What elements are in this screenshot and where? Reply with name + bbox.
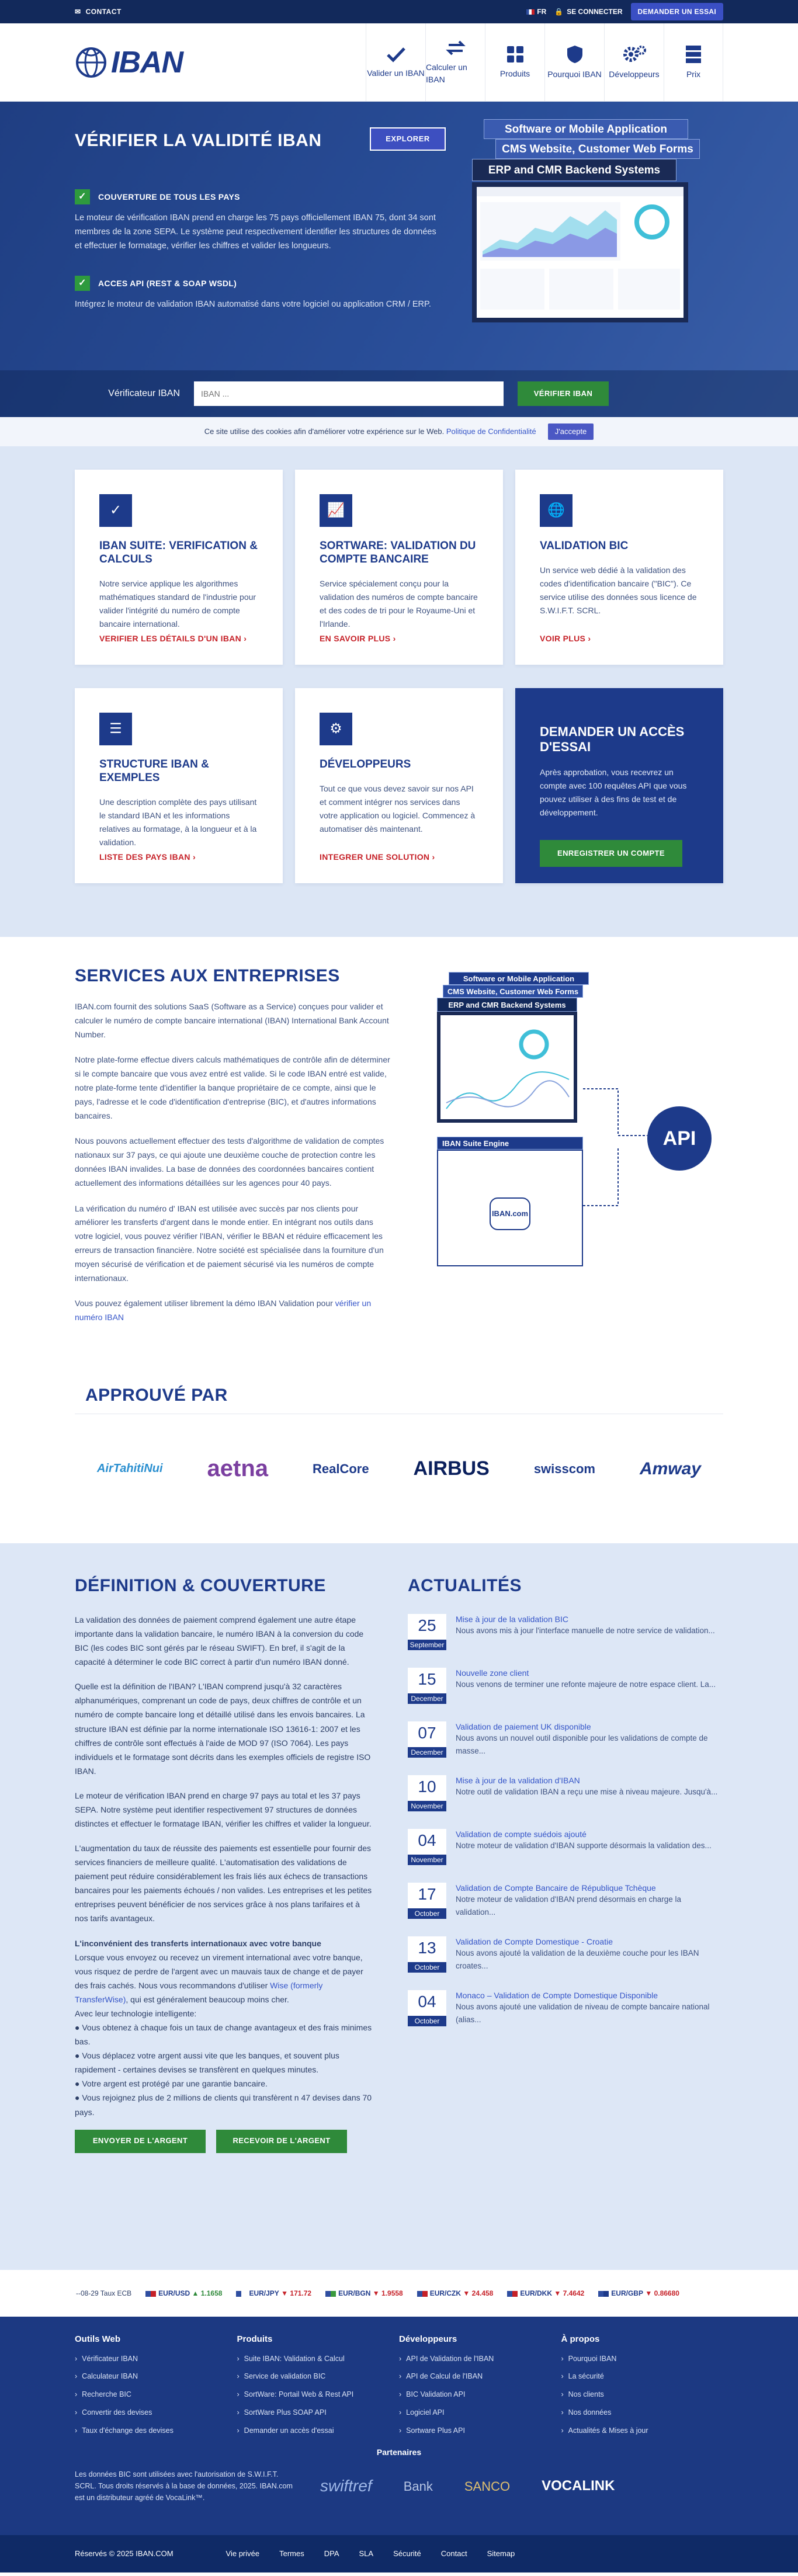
footer-link[interactable]: › Nos clients <box>561 2389 724 2400</box>
card-iban-suite <box>75 470 283 665</box>
bottom-link[interactable]: DPA <box>324 2549 339 2558</box>
diagram-label: ERP and CMR Backend Systems <box>437 998 577 1012</box>
diagram-screen <box>437 1012 577 1123</box>
card-title: IBAN SUITE: VERIFICATION & CALCULS <box>99 540 258 565</box>
privacy-policy-link[interactable]: Politique de Confidentialité <box>446 427 536 436</box>
bottom-link[interactable]: Vie privée <box>225 2549 260 2558</box>
logo-sanco: SANCO <box>464 2478 511 2494</box>
nav-calculate-iban[interactable] <box>425 23 485 102</box>
card-text: Une description complète des pays utilisant le standard IBAN et les informations relatives au formatage, à la longueur et à la validation. <box>99 797 257 847</box>
services-section <box>0 937 798 1543</box>
lock-icon: 🔒 <box>554 8 564 16</box>
paragraph: Vous pouvez également utiliser librement la démo IBAN Validation pour vérifier un numéro IBAN <box>75 1299 372 1322</box>
main-nav <box>366 23 723 102</box>
news-title-link[interactable]: Validation de paiement UK disponible <box>456 1722 591 1731</box>
flag-icon <box>507 2291 518 2297</box>
bottom-link[interactable]: Contact <box>440 2549 467 2558</box>
card-iban-structure <box>75 688 283 883</box>
footer-link[interactable]: › Actualités & Mises à jour <box>561 2425 724 2436</box>
feature-title: ACCES API (REST & SOAP WSDL) <box>98 278 237 288</box>
gears-icon: ⚙ <box>320 713 352 745</box>
ticker-item: EUR/GBP ▼ 0.86680 <box>598 2288 679 2299</box>
footer-link[interactable]: › Vérificateur IBAN <box>75 2353 237 2365</box>
card-link[interactable]: LISTE DES PAYS IBAN › <box>99 852 196 862</box>
shield-icon <box>566 45 584 64</box>
nav-validate-iban[interactable] <box>366 23 425 102</box>
connector-lines-icon <box>583 1077 653 1252</box>
services-text <box>75 1000 390 1336</box>
news-title-link[interactable]: Validation de compte suédois ajouté <box>456 1829 587 1839</box>
paragraph: La vérification du numéro d' IBAN est utilisée avec succès par nos clients pour améliorer les transferts d'argent dans le monde entier. En intégrant nos outils dans votre logiciel, vous pouvez vérifier l'IBAN, vérifier le BBAN et réduire efficacement les erreurs de transaction financière. Notre société est spécialisée dans la fourniture d'un moyen sécurisé de vérification et de paiement sécurisé via les numéros de compte internationaux. <box>75 1203 384 1283</box>
news-title: ACTUALITÉS <box>408 1576 522 1595</box>
paragraph: La validation des données de paiement comprend également une autre étape importante dans la validation bancaire, le numéro IBAN à la conversion du code BIC (les codes BIC sont gérés par le réseau SWIFT). En bref, il s'agit de la capacité à déterminer le code BIC correct à partir d'un numéro IBAN donné. <box>75 1615 364 1667</box>
ticker-item: EUR/USD ▲ 1.1658 <box>145 2288 222 2299</box>
check-icon <box>386 46 406 63</box>
partners-text: Les données BIC sont utilisées avec l'autorisation de S.W.I.F.T. SCRL. Tous droits réservés à la base de données, 2025. IBAN.com est un distributeur agréé de VocaLink™. <box>75 2470 293 2502</box>
definition-column <box>75 1572 373 2153</box>
nav-label: Développeurs <box>609 69 660 79</box>
footer-link[interactable]: › SortWare: Portail Web & Rest API <box>237 2389 400 2400</box>
bullet: ● Vous obtenez à chaque fois un taux de change avantageux et des frais minimes bas. <box>75 2023 372 2047</box>
iban-engine-node: IBAN.com <box>490 1197 530 1230</box>
ticker-item: EUR/JPY ▼ 171.72 <box>236 2288 311 2299</box>
card-title: SORTWARE: VALIDATION DU COMPTE BANCAIRE <box>320 540 476 565</box>
card-link[interactable]: VOIR PLUS › <box>540 634 591 643</box>
logo-vocalink: VOCALINK <box>542 2478 615 2494</box>
news-title-link[interactable]: Mise à jour de la validation BIC <box>456 1615 568 1624</box>
bullet: ● Vous rejoignez plus de 2 millions de clients qui transfèrent n 47 devises dans 70 pays. <box>75 2093 372 2117</box>
news-date: 15 December <box>408 1668 446 1704</box>
checkbox-icon: ✓ <box>75 189 90 204</box>
footer-column <box>237 2333 400 2443</box>
feature-api <box>75 276 437 312</box>
dashboard-chart-icon <box>477 187 683 318</box>
card-text: Après approbation, vous recevrez un compte avec 100 requêtes API que vous pouvez utiliser à des fins de test et de développement. <box>540 767 687 818</box>
footer-link[interactable]: › BIC Validation API <box>399 2389 561 2400</box>
send-money-button[interactable]: ENVOYER DE L'ARGENT <box>75 2130 206 2153</box>
client-logos <box>75 1451 723 1486</box>
card-text: Tout ce que vous devez savoir sur nos API et comment intégrer nos services dans votre application ou logiciel. Commencez à automatiser dès maintenant. <box>320 783 476 834</box>
mock-label: Software or Mobile Application <box>484 119 688 139</box>
news-date: 04 October <box>408 1990 446 2026</box>
footer-link[interactable]: › Calculateur IBAN <box>75 2371 237 2382</box>
nav-products[interactable] <box>485 23 544 102</box>
news-item[interactable] <box>408 1668 723 1704</box>
news-title-link[interactable]: Validation de Compte Bancaire de République Tchèque <box>456 1883 656 1893</box>
news-excerpt: Nous venons de terminer une refonte majeure de notre espace client. La... <box>456 1680 716 1689</box>
ticker-item: EUR/DKK ▼ 7.4642 <box>507 2288 584 2299</box>
logo-bank: Bank <box>403 2478 433 2494</box>
footer-link[interactable]: › Recherche BIC <box>75 2389 237 2400</box>
bottom-link[interactable]: Sitemap <box>487 2549 515 2558</box>
footer-link[interactable]: › Taux d'échange des devises <box>75 2425 237 2436</box>
paragraph: L'augmentation du taux de réussite des paiements est essentielle pour fournir des services financiers de meilleure qualité. L'automatisation des validations de paiement peut réduire considérablement les frais liés aux échecs de transactions bancaires pour les paiements échoués / non valides. Les entreprises et les petites entreprises peuvent bénéficier de nos services grâce à nos plans tarifaires et à nos tarifs avantageux. <box>75 1844 372 1924</box>
news-date: 13 October <box>408 1936 446 1973</box>
news-date: 07 December <box>408 1721 446 1758</box>
iban-verifier-bar <box>0 370 798 417</box>
flag-fr-icon <box>526 9 535 15</box>
card-link[interactable]: INTEGRER UNE SOLUTION › <box>320 852 435 862</box>
language-selector[interactable] <box>526 6 546 17</box>
cookie-banner <box>0 417 798 446</box>
news-title-link[interactable]: Mise à jour de la validation d'IBAN <box>456 1776 580 1785</box>
logo-aetna: aetna <box>207 1456 269 1481</box>
card-text: Un service web dédié à la validation des codes d'identification bancaire ("BIC"). Ce service utilise des données sous licence de S.W.I.F.T. SCRL. <box>540 565 697 616</box>
server-icon <box>685 45 702 64</box>
ticker-item: EUR/CZK ▼ 24.458 <box>417 2288 494 2299</box>
swap-icon <box>445 39 466 57</box>
card-title: DÉVELOPPEURS <box>320 758 411 770</box>
feature-text: Le moteur de vérification IBAN prend en charge les 75 pays officiellement IBAN 75, dont 34 sont membres de la zone SEPA. Le système peut respectivement identifier les structures de données et effectuer le formatage, vérifier les chiffres et valider les longueurs. <box>75 213 436 251</box>
paragraph: IBAN.com fournit des solutions SaaS (Software as a Service) conçues pour valider et calculer le numéro de compte bancaire international (IBAN) International Bank Account Number. <box>75 1002 389 1039</box>
card-title: VALIDATION BIC <box>540 540 629 552</box>
bottom-links <box>226 2548 515 2560</box>
mock-label: ERP and CMR Backend Systems <box>472 159 676 181</box>
footer-link[interactable]: › Pourquoi IBAN <box>561 2353 724 2365</box>
register-account-button[interactable]: ENREGISTRER UN COMPTE <box>540 840 682 867</box>
verify-iban-link[interactable]: vérifier un numéro IBAN <box>75 1299 372 1322</box>
card-text: Service spécialement conçu pour la validation des numéros de compte bancaire et des codes de tri pour le Royaume-Uni et l'Irlande. <box>320 578 478 629</box>
card-title: STRUCTURE IBAN & EXEMPLES <box>99 758 209 784</box>
footer <box>0 2317 798 2535</box>
product-cards-section <box>0 446 798 937</box>
approved-by-title: APPROUVÉ PAR <box>85 1386 228 1405</box>
nav-label: Calculer un IBAN <box>426 63 467 84</box>
definition-title: DÉFINITION & COUVERTURE <box>75 1576 326 1595</box>
globe-icon: 🌐 <box>540 494 573 527</box>
bullet: ● Vous déplacez votre argent aussi vite que les banques, et souvent plus rapidement - certaines devises se transfèrent en quelques minutes. <box>75 2051 339 2075</box>
api-node: API <box>647 1106 712 1171</box>
grid-icon <box>506 46 524 63</box>
nav-label: Valider un IBAN <box>367 68 425 78</box>
news-item[interactable] <box>408 1990 723 2026</box>
wise-link[interactable]: Wise (formerly TransferWise) <box>75 1980 323 2004</box>
cookie-accept-button[interactable]: J'accepte <box>548 423 594 440</box>
feature-coverage <box>75 189 437 254</box>
flag-icon <box>598 2291 609 2297</box>
footer-link[interactable]: › Convertir des devises <box>75 2407 237 2418</box>
paragraph: Nous pouvons actuellement effectuer des tests d'algorithme de validation de comptes nationaux sur 37 pays, ce qui ajoute une deuxième couche de protection contre les données IBAN invalides. La base de données des coordonnées bancaires contient actuellement des informations détaillées sur les agences pour 40 pays. <box>75 1136 384 1188</box>
flag-icon <box>145 2291 156 2297</box>
footer-link[interactable]: › Demander un accès d'essai <box>237 2425 400 2436</box>
logo[interactable] <box>75 40 183 85</box>
logo-amway: Amway <box>639 1459 701 1478</box>
verifier-label: Vérificateur IBAN <box>108 388 180 398</box>
ticker-item: EUR/BGN ▼ 1.9558 <box>325 2288 403 2299</box>
flag-icon <box>236 2291 247 2297</box>
check-icon: ✓ <box>99 494 132 527</box>
partners-title: Partenaires <box>376 2447 422 2457</box>
bottom-link[interactable]: Termes <box>279 2549 304 2558</box>
logo-swiftref: swiftref <box>320 2477 372 2495</box>
news-list <box>408 1614 723 2026</box>
card-developers <box>295 688 503 883</box>
nav-pricing[interactable] <box>664 23 723 102</box>
globe-logo-icon <box>75 46 107 79</box>
footer-column-title: À propos <box>561 2334 600 2344</box>
flag-icon <box>325 2291 336 2297</box>
news-excerpt: Nous avons ajouté la validation de la deuxième couche pour les IBAN croates... <box>456 1949 699 1970</box>
card-title: DEMANDER UN ACCÈS D'ESSAI <box>540 724 685 755</box>
card-trial-access <box>515 688 723 883</box>
news-item[interactable] <box>408 1775 723 1811</box>
explore-button[interactable]: EXPLORER <box>370 127 446 151</box>
chart-icon: 📈 <box>320 494 352 527</box>
footer-link[interactable]: › Logiciel API <box>399 2407 561 2418</box>
header <box>0 23 798 102</box>
bottom-bar <box>0 2535 798 2572</box>
bullet: ● Votre argent est protégé par une garantie bancaire. <box>75 2079 268 2089</box>
feature-text: Intégrez le moteur de validation IBAN automatisé dans votre logiciel ou application CRM / ERP. <box>75 300 431 309</box>
receive-money-button[interactable]: RECEVOIR DE L'ARGENT <box>216 2130 347 2153</box>
nav-label: Pourquoi IBAN <box>547 69 602 79</box>
footer-columns <box>75 2333 723 2443</box>
contact-link[interactable] <box>75 6 122 17</box>
engine-box <box>437 1150 583 1266</box>
footer-link[interactable]: › La sécurité <box>561 2371 724 2382</box>
nav-label: Produits <box>499 68 530 78</box>
hero <box>0 102 798 417</box>
nav-label: Prix <box>686 69 701 79</box>
news-item[interactable] <box>408 1883 723 1919</box>
footer-link[interactable]: › Nos données <box>561 2407 724 2418</box>
footer-link[interactable]: › SortWare Plus SOAP API <box>237 2407 400 2418</box>
definition-news-section <box>0 1543 798 2270</box>
language-label: FR <box>537 8 547 16</box>
footer-link[interactable]: › Suite IBAN: Validation & Calcul <box>237 2353 400 2365</box>
login-label: SE CONNECTER <box>567 8 623 16</box>
card-sortware <box>295 470 503 665</box>
verify-iban-button[interactable]: VÉRIFIER IBAN <box>518 381 609 406</box>
news-item[interactable] <box>408 1614 723 1650</box>
iban-input[interactable] <box>194 381 504 406</box>
footer-column-title: Outils Web <box>75 2334 121 2344</box>
dashboard-screen <box>472 182 688 322</box>
diagram-label: CMS Website, Customer Web Forms <box>443 985 583 998</box>
footer-link[interactable]: › API de Calcul de l'IBAN <box>399 2371 561 2382</box>
news-excerpt: Notre moteur de validation d'IBAN supporte désormais la validation des... <box>456 1841 712 1851</box>
footer-column <box>561 2333 724 2443</box>
currency-ticker <box>0 2270 798 2317</box>
mail-icon: ✉ <box>75 8 81 16</box>
footer-column-title: Développeurs <box>399 2334 457 2344</box>
paragraph: Notre plate-forme effectue divers calculs mathématiques de contrôle afin de déterminer si le compte bancaire que vous avez entré est valide. Si le code IBAN entré est valide, notre plate-forme tente d'identifier la banque propriétaire de ce compte, ainsi que le pays, l'adresse et le code d'identification d'entreprise (BIC), et d'autres informations bancaires. <box>75 1055 390 1120</box>
card-link[interactable]: VERIFIER LES DÉTAILS D'UN IBAN › <box>99 634 247 643</box>
nav-developers[interactable] <box>604 23 664 102</box>
dashboard-mockup <box>472 119 723 353</box>
news-date: 10 November <box>408 1775 446 1811</box>
contact-label: CONTACT <box>85 8 122 16</box>
copyright: Réservés © 2025 IBAN.COM <box>75 2549 174 2558</box>
news-date: 04 November <box>408 1829 446 1865</box>
footer-link[interactable]: › Sortware Plus API <box>399 2425 561 2436</box>
news-excerpt: Nous avons un nouvel outil disponible pour les validations de compte de masse... <box>456 1734 708 1755</box>
news-date: 17 October <box>408 1883 446 1919</box>
partners-row <box>75 2469 723 2504</box>
card-link[interactable]: EN SAVOIR PLUS › <box>320 634 396 643</box>
gears-icon <box>623 45 646 64</box>
news-title-link[interactable]: Monaco – Validation de Compte Domestique Disponible <box>456 1991 658 2000</box>
architecture-diagram <box>425 972 717 1264</box>
news-excerpt: Nous avons ajouté une validation de niveau de compte bancaire national (alias... <box>456 2002 710 2024</box>
footer-column <box>399 2333 561 2443</box>
bottom-link[interactable]: SLA <box>359 2549 374 2558</box>
footer-link[interactable]: › API de Validation de l'IBAN <box>399 2353 561 2365</box>
logo-airbus: AIRBUS <box>413 1457 490 1480</box>
news-title-link[interactable]: Validation de Compte Domestique - Croatie <box>456 1937 613 1946</box>
diagram-label: Software or Mobile Application <box>449 972 589 985</box>
news-item[interactable] <box>408 1721 723 1758</box>
list-icon: ☰ <box>99 713 132 745</box>
footer-column <box>75 2333 237 2443</box>
news-item[interactable] <box>408 1829 723 1865</box>
card-bic-validation <box>515 470 723 665</box>
footer-link[interactable]: › Service de validation BIC <box>237 2371 400 2382</box>
news-item[interactable] <box>408 1936 723 1973</box>
ticker-date: --08-29 Taux ECB <box>76 2289 132 2297</box>
footer-column-title: Produits <box>237 2334 273 2344</box>
login-link[interactable] <box>554 6 622 17</box>
checkbox-icon: ✓ <box>75 276 90 291</box>
paragraph: Le moteur de vérification IBAN prend en charge 97 pays au total et les 37 pays SEPA. Notre système peut identifier respectivement 97 structures de données distinctes et effectuer le formatage IBAN, vérifier les chiffres et valider la longueur. <box>75 1790 372 1829</box>
card-text: Notre service applique les algorithmes mathématiques standard de l'industrie pour valider l'intégrité du numéro de compte bancaire international. <box>99 578 256 629</box>
flag-icon <box>417 2291 428 2297</box>
news-date: 25 September <box>408 1614 446 1650</box>
news-column <box>408 1572 723 2044</box>
logo-airtahitinui: AirTahitiNui <box>96 1462 163 1475</box>
logo-swisscom: swisscom <box>533 1461 595 1476</box>
mock-label: CMS Website, Customer Web Forms <box>495 139 700 159</box>
bottom-link[interactable]: Sécurité <box>393 2549 421 2558</box>
request-trial-button[interactable]: DEMANDER UN ESSAI <box>631 3 723 20</box>
services-title: SERVICES AUX ENTREPRISES <box>75 966 340 985</box>
news-title-link[interactable]: Nouvelle zone client <box>456 1668 529 1678</box>
news-excerpt: Notre moteur de validation d'IBAN prend désormais en charge la validation... <box>456 1895 682 1917</box>
feature-title: COUVERTURE DE TOUS LES PAYS <box>98 192 240 202</box>
logo-text: IBAN <box>111 46 183 79</box>
hero-title: VÉRIFIER LA VALIDITÉ IBAN <box>75 131 322 150</box>
paragraph: L'inconvénient des transferts internationaux avec votre banque Lorsque vous envoyez ou recevez un virement international avec votre banque, vous risquez de perdre de l'argent avec un mauvais taux de change et de payer des frais cachés. Nous vous recommandons d'utiliser Wise (formerly TransferWise), qui est généralement beaucoup moins cher. Avec leur technologie intelligente: ● Vous obtenez à chaque fois un taux de change avantageux et des frais minimes bas. ● Vous déplacez votre argent aussi vite que les banques, et souvent plus rapidement - certaines devises se transfèrent en quelques minutes. ● Votre argent est protégé par une garantie bancaire. ● Vous rejoignez plus de 2 millions de clients qui transfèrent n 47 devises dans 70 pays. <box>75 1938 372 2117</box>
paragraph: Quelle est la définition de l'IBAN? L'IBAN comprend jusqu'à 32 caractères alphanumériques, comprenant un code de pays, deux chiffres de contrôle et un numéro de compte bancaire long et détaillé utilisé dans les envois bancaires. La structure IBAN est définie par la norme internationale ISO 13616-1: 2007 et les chiffres de contrôle sont effectués à l'aide de MOD 97 (ISO 7064). Les pays individuels et le formatage sont décrits dans les exemples officiels de registre ISO IBAN. <box>75 1682 371 1776</box>
news-excerpt: Notre outil de validation IBAN a reçu une mise à niveau majeure. Jusqu'à... <box>456 1787 718 1797</box>
logo-realcore: RealCore <box>312 1461 369 1476</box>
nav-why-iban[interactable] <box>544 23 604 102</box>
news-excerpt: Nous avons mis à jour l'interface manuelle de notre service de validation... <box>456 1626 715 1636</box>
diagram-label: IBAN Suite Engine <box>437 1137 583 1150</box>
cookie-text: Ce site utilise des cookies afin d'améliorer votre expérience sur le Web. <box>204 427 445 436</box>
top-bar <box>0 0 798 23</box>
subheading: L'inconvénient des transferts internationaux avec votre banque <box>75 1938 321 1948</box>
